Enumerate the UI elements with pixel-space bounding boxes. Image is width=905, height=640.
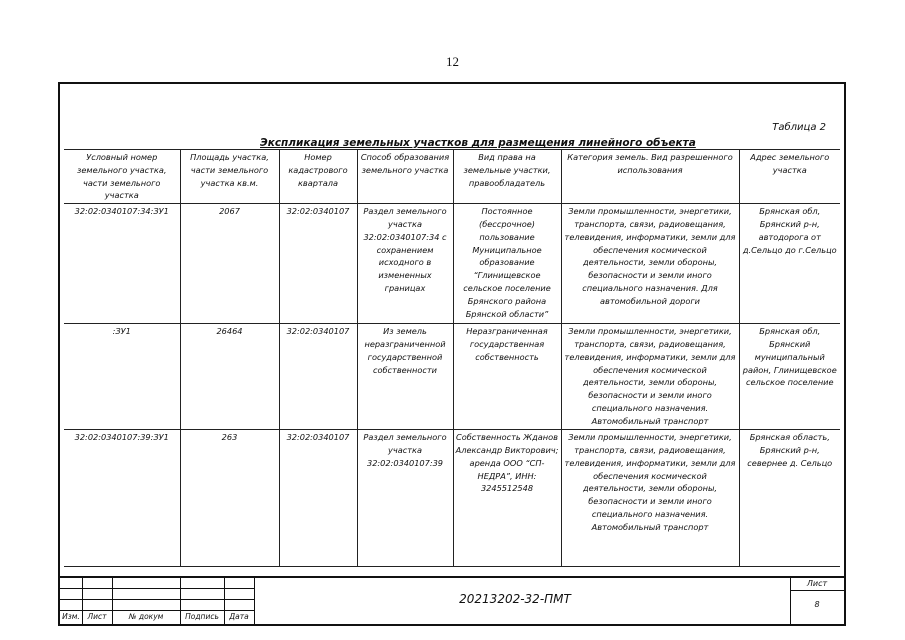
table-title: Экспликация земельных участков для размещения линейного объекта bbox=[260, 137, 696, 149]
table-row bbox=[64, 430, 840, 567]
table-cell: Раздел земельного участка 32:02:0340107:39 bbox=[357, 430, 453, 567]
table-cell: :ЗУ1 bbox=[64, 324, 180, 430]
table-cell: Постоянное (бессрочное) пользование Муниципальное образование “Глинищевское сельское поселение Брянского района Брянской области” bbox=[453, 204, 561, 324]
table-cell: 32:02:0340107:39:ЗУ1 bbox=[64, 430, 180, 567]
sheet-label: Лист bbox=[806, 579, 828, 588]
drawing-frame bbox=[58, 82, 846, 626]
page-number: 12 bbox=[446, 54, 459, 69]
table-cell: Раздел земельного участка 32:02:0340107:34 с сохранением исходного в измененных границах bbox=[357, 204, 453, 324]
table-cell: Брянская область, Брянский р-н, севернее д. Сельцо bbox=[739, 430, 840, 567]
stamp-col-izm: Изм. bbox=[62, 612, 80, 621]
header-cell: Условный номер земельного участка, части земельного участка bbox=[64, 150, 180, 204]
sheet-number: 8 bbox=[814, 600, 820, 609]
table-cell: Земли промышленности, энергетики, транспорта, связи, радиовещания, телевидения, информатики, земли для обеспечения космической деятельности, земли обороны, безопасности и земли иного специального назначения. Для автомобильной дороги bbox=[561, 204, 739, 324]
header-cell: Площадь участка, части земельного участка кв.м. bbox=[180, 150, 279, 204]
table-label: Таблица 2 bbox=[772, 122, 826, 133]
table-cell: Брянская обл, Брянский муниципальный район, Глинищевское сельское поселение bbox=[739, 324, 840, 430]
header-cell: Адрес земельного участка bbox=[739, 150, 840, 204]
table-cell: Брянская обл, Брянский р-н, автодорога от д.Сельцо до г.Сельцо bbox=[739, 204, 840, 324]
table-row bbox=[64, 324, 840, 430]
table-cell: 26464 bbox=[180, 324, 279, 430]
table-cell: Земли промышленности, энергетики, транспорта, связи, радиовещания, телевидения, информатики, земли для обеспечения космической деятельности, земли обороны, безопасности и земли иного специального назначения. Автомобильный транспорт bbox=[561, 430, 739, 567]
table-cell: Из земель неразграниченной государственной собственности bbox=[357, 324, 453, 430]
table-cell: Земли промышленности, энергетики, транспорта, связи, радиовещания, телевидения, информатики, земли для обеспечения космической деятельности, земли обороны, безопасности и земли иного специального назначения. Автомобильный транспорт bbox=[561, 324, 739, 430]
table-cell: 263 bbox=[180, 430, 279, 567]
table-header-row bbox=[64, 150, 840, 204]
title-block bbox=[60, 576, 844, 624]
header-cell: Номер кадастрового квартала bbox=[279, 150, 357, 204]
header-cell: Вид права на земельные участки, правообладатель bbox=[453, 150, 561, 204]
table-cell: 2067 bbox=[180, 204, 279, 324]
document-code: 20213202-32-ПМТ bbox=[459, 592, 571, 606]
stamp-col-date: Дата bbox=[229, 612, 249, 621]
table-cell: 32:02:0340107 bbox=[279, 324, 357, 430]
stamp-col-signature: Подпись bbox=[185, 612, 219, 621]
table-cell: Собственность Жданов Александр Викторович; аренда ООО “СП-НЕДРА”, ИНН: 3245512548 bbox=[453, 430, 561, 567]
stamp-col-list: Лист bbox=[87, 612, 107, 621]
table-cell: 32:02:0340107 bbox=[279, 430, 357, 567]
header-cell: Способ образования земельного участка bbox=[357, 150, 453, 204]
table-cell: Неразграниченная государственная собственность bbox=[453, 324, 561, 430]
table-cell: 32:02:0340107:34:ЗУ1 bbox=[64, 204, 180, 324]
stamp-col-doc: № докум bbox=[128, 612, 164, 621]
table-row bbox=[64, 204, 840, 324]
land-plots-table bbox=[64, 149, 840, 567]
table-cell: 32:02:0340107 bbox=[279, 204, 357, 324]
header-cell: Категория земель. Вид разрешенного использования bbox=[561, 150, 739, 204]
